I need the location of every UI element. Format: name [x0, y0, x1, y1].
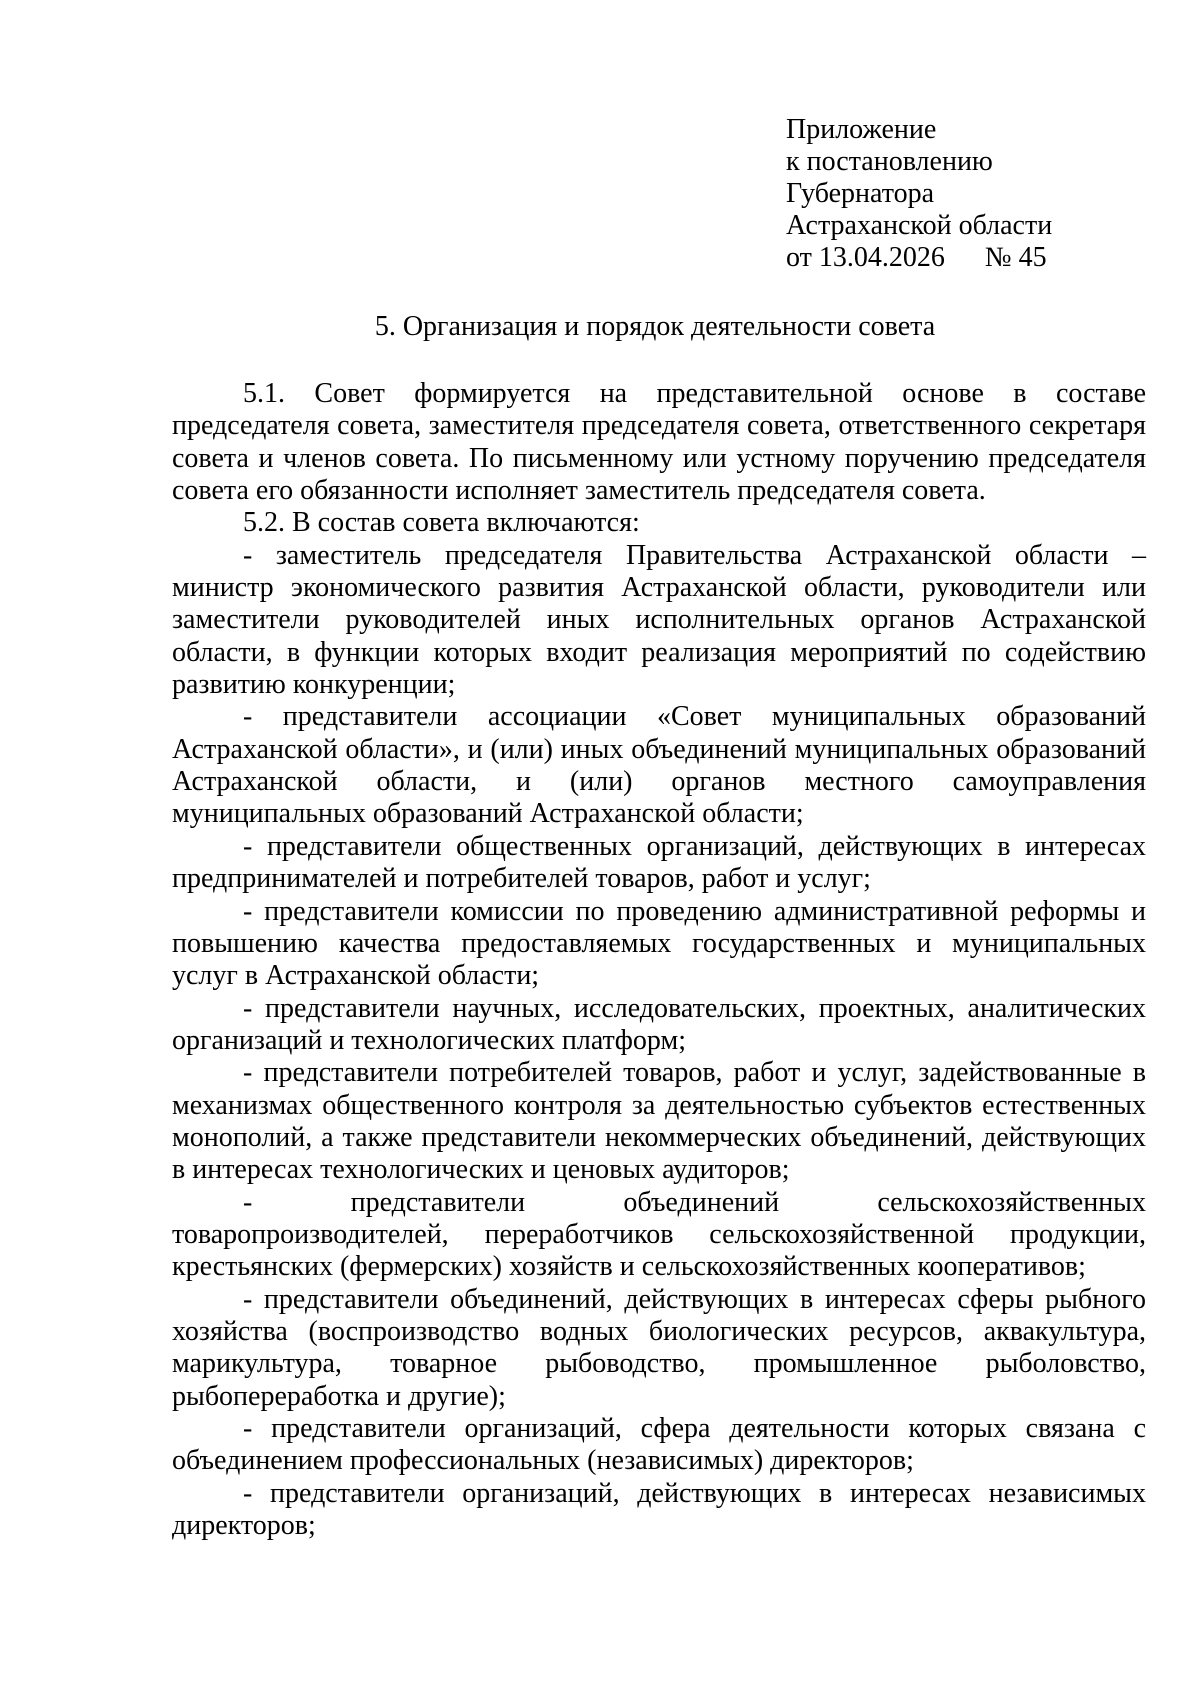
list-item: - представители организаций, сфера деятельности которых связана с объединением профессиональных (независимых) директоров;: [172, 1413, 1146, 1477]
paragraph-5-1: 5.1. Совет формируется на представительной основе в составе председателя совета, заместителя председателя совета, ответственного секретаря совета и членов совета. По письменному или устному поручению председателя совета его обязанности исполняет заместитель председателя совета.: [172, 378, 1146, 507]
appendix-number: № 45: [984, 242, 1047, 273]
list-item: - представители комиссии по проведению административной реформы и повышению качества предоставляемых государственных и муниципальных услуг в Астраханской области;: [172, 895, 1146, 992]
list-item: - представители научных, исследовательских, проектных, аналитических организаций и технологических платформ;: [172, 992, 1146, 1056]
appendix-line-1: Приложение: [786, 114, 937, 145]
list-item: - представители объединений сельскохозяйственных товаропроизводителей, переработчиков сельскохозяйственной продукции, крестьянских (фермерских) хозяйств и сельскохозяйственных кооперативов;: [172, 1186, 1146, 1283]
appendix-line-2: к постановлению: [786, 146, 993, 177]
appendix-date: от 13.04.2026: [786, 242, 945, 273]
document-body: [172, 378, 1146, 1542]
list-item: - представители объединений, действующих в интересах сферы рыбного хозяйства (воспроизводство водных биологических ресурсов, аквакультура, марикультура, товарное рыбоводство, промышленное рыболовство, рыбопереработка и другие);: [172, 1283, 1146, 1412]
list-item: - заместитель председателя Правительства Астраханской области – министр экономического развития Астраханской области, руководители или заместители руководителей иных исполнительных органов Астраханской области, в функции которых входит реализация мероприятий по содействию развитию конкуренции;: [172, 539, 1146, 701]
section-title: 5. Организация и порядок деятельности совета: [374, 311, 936, 342]
paragraph-5-2: 5.2. В состав совета включаются:: [243, 507, 640, 539]
list-item: - представители общественных организаций, действующих в интересах предпринимателей и потребителей товаров, работ и услуг;: [172, 830, 1146, 895]
list-item: - представители организаций, действующих в интересах независимых директоров;: [172, 1477, 1146, 1542]
appendix-line-3: Губернатора: [786, 178, 935, 209]
appendix-date-line: [786, 242, 1052, 274]
list-item: - представители ассоциации «Совет муниципальных образований Астраханской области», и (или) иных объединений муниципальных образований Астраханской области, и (или) органов местного самоуправления муниципальных образований Астраханской области;: [172, 701, 1146, 830]
appendix-line-4: Астраханской области: [786, 210, 1053, 241]
list-item: - представители потребителей товаров, работ и услуг, задействованные в механизмах общественного контроля за деятельностью субъектов естественных монополий, а также представители некоммерческих объединений, действующих в интересах технологических и ценовых аудиторов;: [172, 1057, 1146, 1186]
appendix-block: [786, 114, 1052, 274]
